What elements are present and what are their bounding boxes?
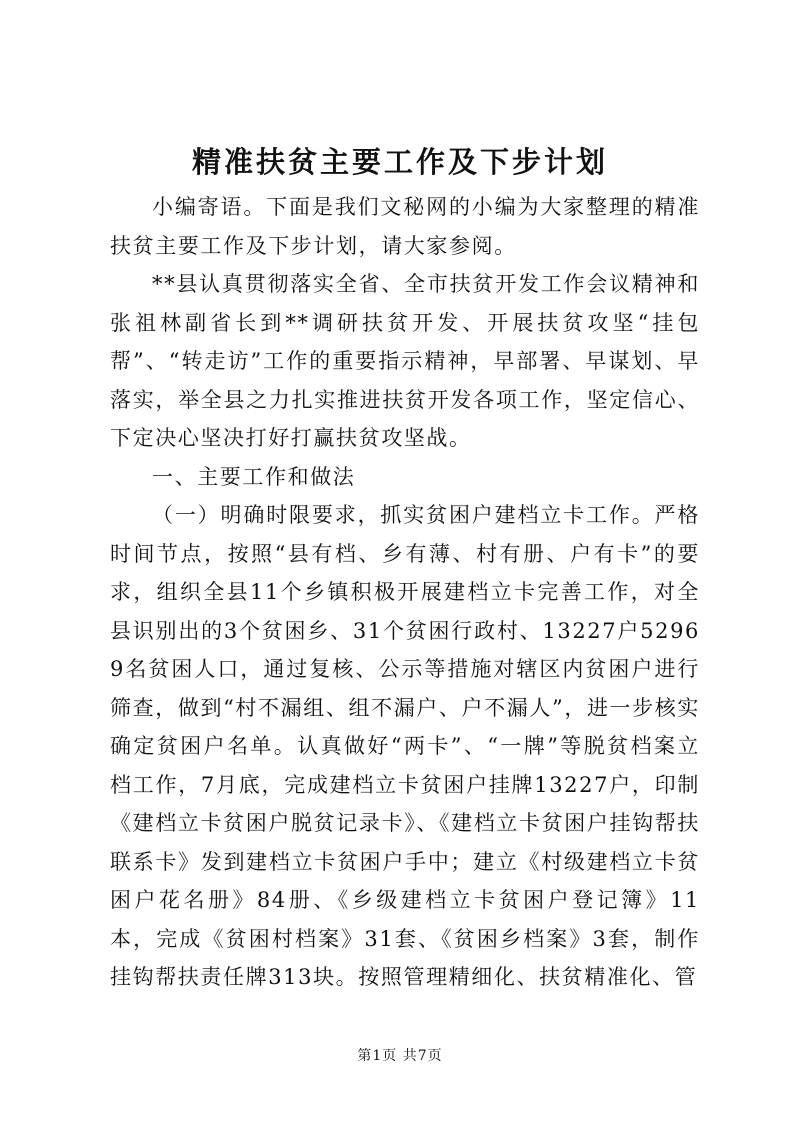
page-footer [0,1046,800,1066]
page-number: 第1页 共7页 [357,1048,443,1064]
section-heading: 一、主要工作和做法 [152,464,356,489]
overview-paragraph: **县认真贯彻落实全省、全市扶贫开发工作会议精神和张祖林副省长到**调研扶贫开发、开展扶贫攻坚“挂包帮”、“转走访”工作的重要指示精神，早部署、早谋划、早落实，举全县之力扎实推进扶贫开发各项工作，坚定信心、下定决心坚决打好打赢扶贫攻坚战。 [110,272,700,450]
section-1-paragraph: （一）明确时限要求，抓实贫困户建档立卡工作。严格时间节点，按照“县有档、乡有薄、村有册、户有卡”的要求，组织全县11个乡镇积极开展建档立卡完善工作，对全县识别出的3个贫困乡、31个贫困行政村、13227户52969名贫困人口，通过复核、公示等措施对辖区内贫困户进行筛查，做到“村不漏组、组不漏户、户不漏人”，进一步核实确定贫困户名单。认真做好“两卡”、“一牌”等脱贫档案立档工作，7月底，完成建档立卡贫困户挂牌13227户，印制《建档立卡贫困户脱贫记录卡》、《建档立卡贫困户挂钩帮扶联系卡》发到建档立卡贫困户手中；建立《村级建档立卡贫困户花名册》84册、《乡级建档立卡贫困户登记簿》11本，完成《贫困村档案》31套、《贫困乡档案》3套，制作挂钩帮扶责任牌313块。按照管理精细化、扶贫精准化、管 [110,503,701,989]
document-title: 精准扶贫主要工作及下步计划 [191,145,608,179]
document-body [110,188,700,997]
intro-paragraph: 小编寄语。下面是我们文秘网的小编为大家整理的精准扶贫主要工作及下步计划，请大家参阅。 [110,195,700,258]
